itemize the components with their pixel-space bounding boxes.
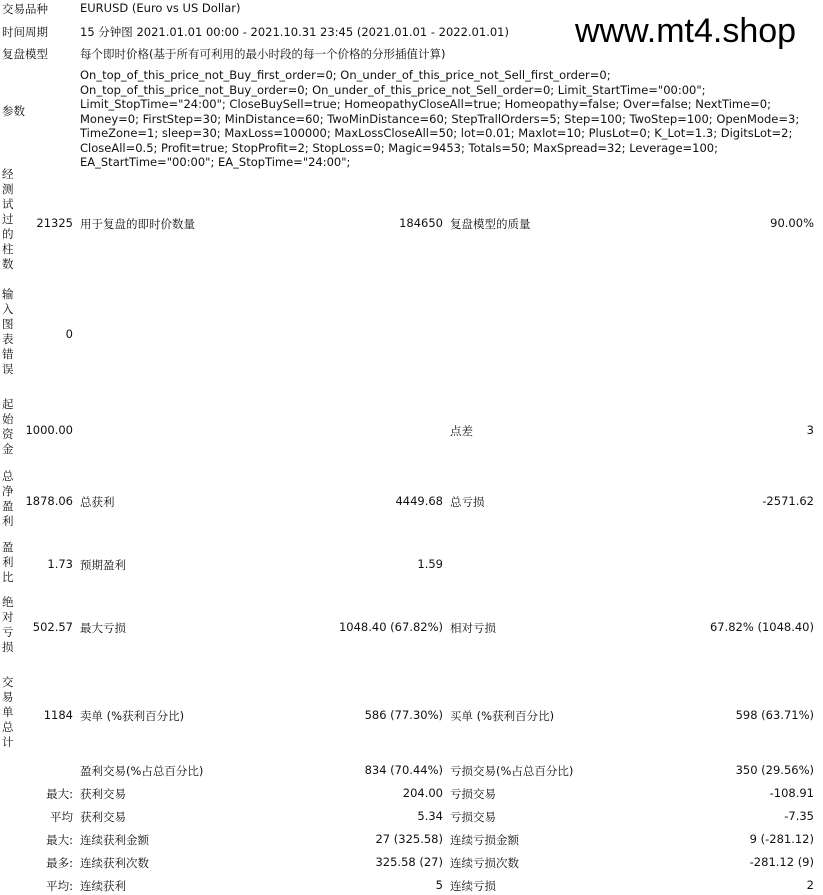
win-value: 834 (70.44%) [364, 763, 443, 777]
most-consec-loss-label: 连续亏损次数 [450, 856, 519, 870]
ticks-value: 184650 [399, 216, 443, 230]
symbol-label: 交易品种 [2, 2, 48, 16]
short-value: 586 (77.30%) [364, 708, 443, 722]
avg-win-value: 5.34 [417, 809, 443, 823]
win-label: 盈利交易(%占总百分比) [80, 764, 204, 778]
max-prefix: 最大: [46, 787, 73, 801]
bars-label: 经测试过的柱数 [2, 167, 14, 271]
loss-label: 亏损交易(%占总百分比) [450, 764, 574, 778]
avg-consec-win-value: 5 [435, 878, 443, 892]
avg-consec-loss-value: 2 [806, 878, 814, 892]
period-value: 15 分钟图 2021.01.01 00:00 - 2021.10.31 23:45 (2021.01.01 - 2022.01.01) [80, 25, 509, 39]
pf-label: 盈利比 [2, 540, 14, 584]
expected-label: 预期盈利 [80, 558, 126, 572]
quality-value: 90.00% [770, 216, 814, 230]
most-consec-win-label: 连续获利次数 [80, 856, 149, 870]
spread-value: 3 [806, 423, 814, 437]
pf-value: 1.73 [47, 557, 73, 571]
largest-loss-value: -108.91 [769, 786, 814, 800]
net-value: 1878.06 [25, 494, 73, 508]
quality-label: 复盘模型的质量 [450, 217, 531, 231]
spread-label: 点差 [450, 424, 473, 438]
net-label: 总净盈利 [2, 469, 14, 528]
long-value: 598 (63.71%) [735, 708, 814, 722]
loss-value: 350 (29.56%) [735, 763, 814, 777]
params-value: On_top_of_this_price_not_Buy_first_order=0; On_under_of_this_price_not_Sell_first_order=0; On_top_of_this_price_not_Buy_order=0; On_under_of_this_price_not_Sell_order=0; Limit_StartTime="00:00"; Limit_StopTime="24:00"; CloseBuySell=true; HomeopathyCloseAll=true; Homeopathy=false; Over=false; NextTime=0; Money=0; FirstStep=30; MinDistance=60; TwoMinDistance=60; StepTrallOrders=5; Step=100; TwoStep=100; OpenMode=3; TimeZone=1; sleep=30; MaxLoss=100000; MaxLossCloseAll=50; lot=0.01; Maxlot=10; PlusLot=0; K_Lot=1.3; DigitsLot=2; CloseAll=0.5; Profit=true; StopProfit=2; StopLoss=0; Magic=9453; Totals=50; MaxSpread=32; Leverage=100; EA_StartTime="00:00"; EA_StopTime="24:00"; [80, 68, 800, 169]
largest-loss-label: 亏损交易 [450, 787, 496, 801]
gross-loss-value: -2571.62 [762, 494, 814, 508]
avg-loss-value: -7.35 [784, 809, 814, 823]
max-dd-label: 最大亏损 [80, 621, 126, 635]
rel-dd-label: 相对亏损 [450, 621, 496, 635]
period-label: 时间周期 [2, 25, 48, 39]
max-dd-value: 1048.40 (67.82%) [338, 620, 443, 634]
max-consec-win-value: 27 (325.58) [375, 832, 443, 846]
abs-dd-value: 502.57 [32, 620, 73, 634]
symbol-value: EURUSD (Euro vs US Dollar) [80, 1, 241, 15]
most-consec-loss-value: -281.12 (9) [749, 855, 814, 869]
deposit-label: 起始资金 [2, 397, 14, 456]
expected-value: 1.59 [417, 557, 443, 571]
most-prefix: 最多: [46, 856, 73, 870]
max-prefix-2: 最大: [46, 833, 73, 847]
gross-loss-label: 总亏损 [450, 495, 485, 509]
max-consec-loss-label: 连续亏损金额 [450, 833, 519, 847]
total-trades-value: 1184 [43, 708, 73, 722]
avg-consec-win-label: 连续获利 [80, 879, 126, 893]
max-consec-win-label: 连续获利金额 [80, 833, 149, 847]
max-consec-loss-value: 9 (-281.12) [749, 832, 814, 846]
long-label: 买单 (%获利百分比) [450, 709, 555, 723]
gross-profit-label: 总获利 [80, 495, 115, 509]
short-label: 卖单 (%获利百分比) [80, 709, 185, 723]
largest-win-value: 204.00 [402, 786, 443, 800]
avg-win-label: 获利交易 [80, 810, 126, 824]
watermark: www.mt4.shop [575, 12, 797, 50]
model-label: 复盘模型 [2, 47, 48, 61]
deposit-value: 1000.00 [25, 423, 73, 437]
model-value: 每个即时价格(基于所有可利用的最小时段的每一个价格的分形插值计算) [80, 47, 446, 61]
errors-value: 0 [65, 327, 73, 341]
largest-win-label: 获利交易 [80, 787, 126, 801]
rel-dd-value: 67.82% (1048.40) [709, 620, 814, 634]
most-consec-win-value: 325.58 (27) [375, 855, 443, 869]
avg-prefix: 平均 [50, 810, 73, 824]
gross-profit-value: 4449.68 [395, 494, 443, 508]
total-trades-label: 交易单总计 [2, 675, 14, 749]
avg-loss-label: 亏损交易 [450, 810, 496, 824]
abs-dd-label: 绝对亏损 [2, 595, 14, 654]
avg-prefix-2: 平均: [46, 879, 73, 893]
avg-consec-loss-label: 连续亏损 [450, 879, 496, 893]
bars-value: 21325 [36, 216, 73, 230]
errors-label: 输入图表错误 [2, 287, 14, 376]
ticks-label: 用于复盘的即时价数量 [80, 217, 195, 231]
params-label: 参数 [2, 104, 25, 118]
